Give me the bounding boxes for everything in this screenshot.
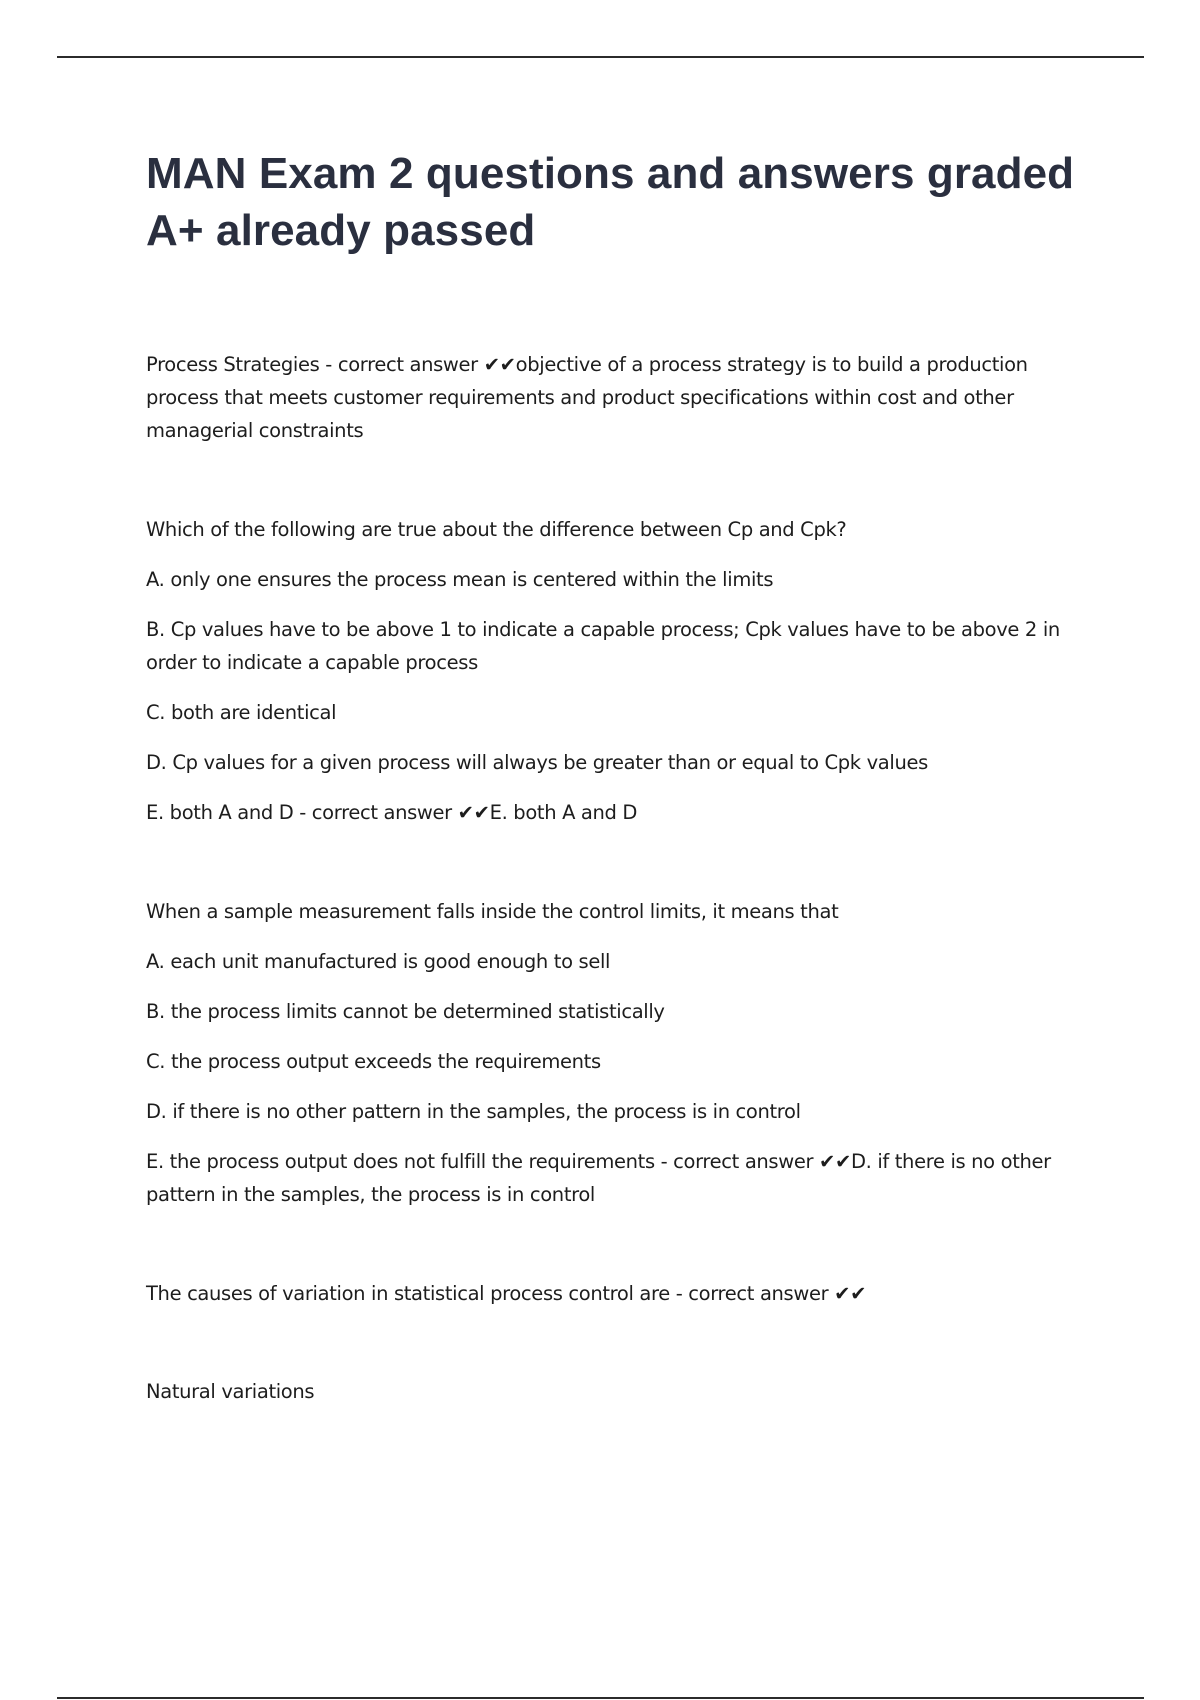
option-c: C. the process output exceeds the requirements: [146, 1050, 601, 1073]
option-e-answer: E. the process output does not fulfill the requirements - correct answer ✔✔D. if there is no other pattern in the samples, the process is in control: [146, 1150, 1051, 1206]
option-a: A. only one ensures the process mean is centered within the limits: [146, 568, 774, 591]
option-a: A. each unit manufactured is good enough to sell: [146, 950, 611, 973]
option-d: D. Cp values for a given process will always be greater than or equal to Cpk values: [146, 751, 928, 774]
document-title: MAN Exam 2 questions and answers graded A+ already passed: [146, 149, 1075, 255]
option-e-answer: E. both A and D - correct answer ✔✔E. both A and D: [146, 801, 638, 824]
footer-rule: [57, 1697, 1144, 1699]
header-rule: [57, 56, 1144, 58]
question-control-limits: [146, 895, 1076, 1211]
question-text: Which of the following are true about the difference between Cp and Cpk?: [146, 518, 847, 541]
option-b: B. the process limits cannot be determined statistically: [146, 1000, 665, 1023]
option-d: D. if there is no other pattern in the samples, the process is in control: [146, 1100, 801, 1123]
option-c: C. both are identical: [146, 701, 337, 724]
causes-of-variation-question: The causes of variation in statistical process control are - correct answer ✔✔: [146, 1282, 867, 1305]
question-cp-cpk: [146, 513, 1076, 829]
question-text: When a sample measurement falls inside the control limits, it means that: [146, 900, 839, 923]
natural-variations-text: Natural variations: [146, 1380, 315, 1403]
process-strategies-answer: Process Strategies - correct answer ✔✔objective of a process strategy is to build a production process that meets customer requirements and product specifications within cost and other managerial constraints: [146, 353, 1028, 442]
option-b: B. Cp values have to be above 1 to indicate a capable process; Cpk values have to be above 2 in order to indicate a capable process: [146, 618, 1060, 674]
document-page: [146, 145, 1076, 1408]
